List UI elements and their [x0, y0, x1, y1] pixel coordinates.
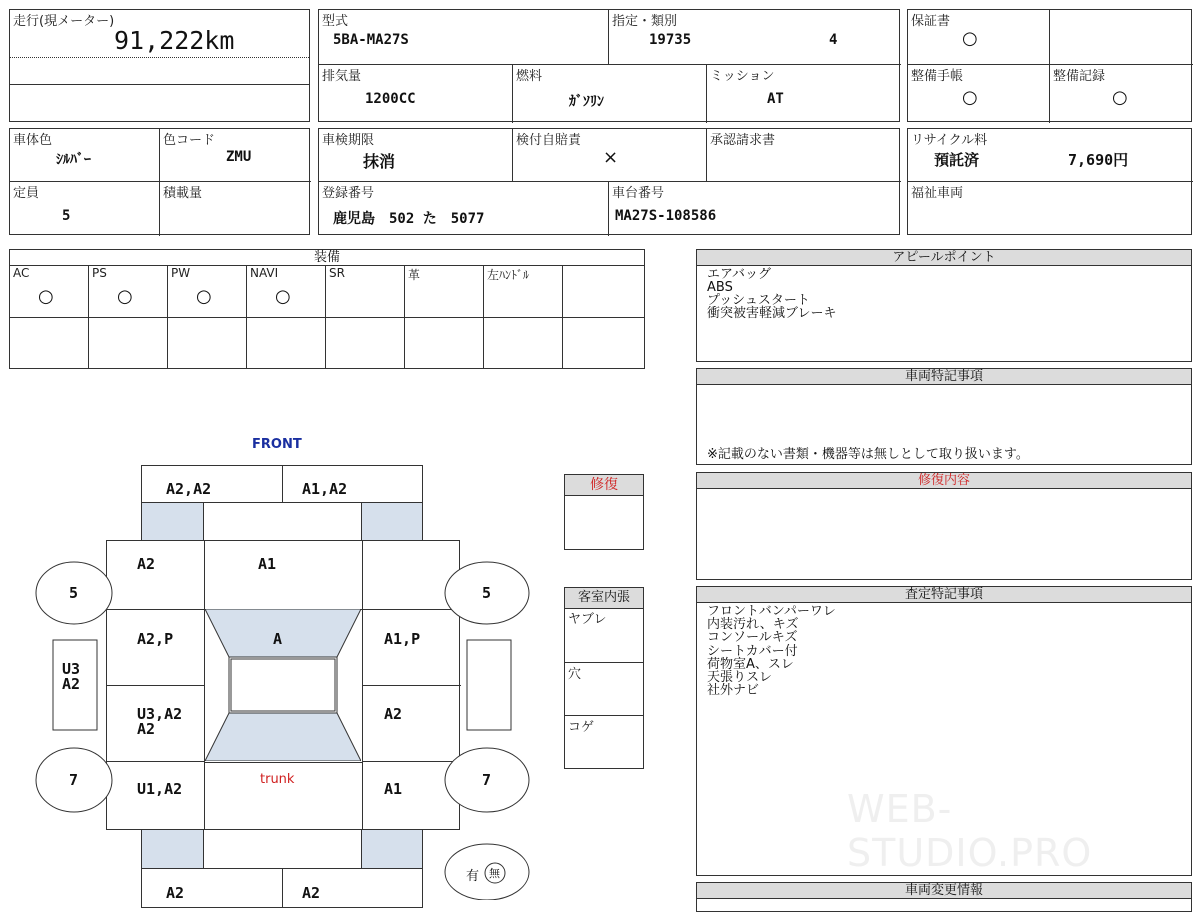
- equipment-blank-cell: [89, 318, 168, 368]
- equipment-cell: [168, 266, 247, 318]
- roof-grade: A: [273, 630, 283, 648]
- equipment-blank-cell: [10, 318, 89, 368]
- color-cell: [10, 129, 160, 182]
- spare-oval: [445, 844, 529, 900]
- equipment-blank-cell: [484, 318, 563, 368]
- equipment-blank-cell: [168, 318, 247, 368]
- special-title: 車両特記事項: [697, 369, 1191, 385]
- color-code-label: 色コード: [163, 133, 216, 148]
- assessment-lines: フロントバンパーワレ 内装汚れ、キズ コンソールキズ シートカバー付 荷物室A、スレ 天張りスレ 社外ナビ: [707, 604, 836, 699]
- recycle-amount: 7,690円: [1068, 151, 1129, 169]
- assessment-box: [696, 586, 1192, 876]
- capacity-cell: [10, 182, 160, 236]
- interior-title: 客室内張: [565, 588, 643, 609]
- front-label: FRONT: [252, 437, 302, 452]
- change-info-box: [696, 882, 1192, 912]
- mirror-left-grade-2: A2: [62, 675, 81, 693]
- color-box: [9, 128, 310, 235]
- equipment-extra-cell: [563, 266, 644, 318]
- interior-row-3: [565, 716, 643, 770]
- damage-diagram: [0, 430, 560, 900]
- docs-box: [907, 9, 1192, 122]
- equipment-label: SR: [329, 266, 345, 280]
- capacity-value: 5: [62, 208, 71, 224]
- mirror-right: [467, 640, 511, 730]
- recycle-status: 預託済: [934, 151, 980, 169]
- front-right-grade: A1,A2: [302, 480, 348, 498]
- approval-cell: [707, 129, 901, 182]
- assessment-title: 査定特記事項: [697, 587, 1191, 603]
- inspection-cell: [319, 129, 513, 182]
- warranty-cell: [908, 10, 1050, 65]
- interior-box: [564, 587, 644, 769]
- model-cell: [319, 10, 609, 65]
- capacity-label: 定員: [13, 186, 40, 201]
- door-fl-grade: A2,P: [137, 630, 174, 648]
- equipment-blank-cell: [405, 318, 484, 368]
- equipment-cell: [405, 266, 484, 318]
- equipment-label: PS: [92, 266, 107, 280]
- maint-book-cell: [908, 65, 1050, 123]
- reg-cell: [319, 182, 609, 236]
- quarter-right-grade: A1: [384, 780, 403, 798]
- front-left-grade: A2,A2: [166, 480, 212, 498]
- equipment-value: ○: [117, 286, 133, 307]
- equipment-cell: [10, 266, 89, 318]
- appeal-title: アピールポイント: [697, 250, 1191, 266]
- displacement-cell: [319, 65, 513, 123]
- chassis-label: 車台番号: [612, 186, 665, 201]
- designation-label: 指定・類別: [612, 14, 678, 29]
- fuel-value: ｶﾞｿﾘﾝ: [569, 94, 604, 110]
- displacement-value: 1200CC: [365, 91, 416, 107]
- recycle-label: リサイクル料: [911, 133, 988, 148]
- equipment-value: ○: [196, 286, 212, 307]
- rear-left-grade: A2: [166, 884, 185, 902]
- door-rl-grade-2: A2: [137, 720, 156, 738]
- color-value: ｼﾙﾊﾞｰ: [56, 152, 91, 168]
- hood-grade: A1: [258, 555, 277, 573]
- interior-row-3-label: コゲ: [568, 720, 595, 735]
- tire-rl-grade: 7: [69, 771, 79, 789]
- inspection-label: 車検期限: [322, 133, 375, 148]
- maint-record-cell: [1050, 65, 1193, 123]
- insurance-value: ×: [603, 147, 619, 168]
- appeal-lines: エアバッグ ABS プッシュスタート 衝突被害軽減ブレーキ: [707, 267, 837, 321]
- reg-label: 登録番号: [322, 186, 375, 201]
- equipment-label: 左ﾊﾝﾄﾞﾙ: [487, 268, 530, 282]
- interior-row-2: [565, 663, 643, 716]
- spare-no-label: 無: [489, 867, 500, 880]
- maint-book-value: ○: [962, 87, 978, 108]
- appeal-box: [696, 249, 1192, 362]
- equipment-cell: [247, 266, 326, 318]
- mileage-label: 走行(現メーター): [13, 14, 115, 29]
- fuel-label: 燃料: [516, 69, 543, 84]
- mileage-box: [9, 9, 310, 122]
- special-note: ※記載のない書類・機器等は無しとして取り扱います。: [707, 447, 1029, 462]
- equipment-value: ○: [275, 286, 291, 307]
- equipment-label: PW: [171, 266, 191, 280]
- maint-record-value: ○: [1112, 87, 1128, 108]
- recycle-cell: [908, 129, 1193, 182]
- repair-box: [564, 474, 644, 550]
- maint-record-label: 整備記録: [1053, 69, 1106, 84]
- welfare-cell: [908, 182, 1193, 236]
- fender-left-grade: A2: [137, 555, 156, 573]
- repair-detail-title: 修復内容: [697, 473, 1191, 489]
- load-cell: [160, 182, 311, 236]
- quarter-left-grade: U1,A2: [137, 780, 183, 798]
- recycle-box: [907, 128, 1192, 235]
- equipment-table: [9, 249, 645, 369]
- change-info-title: 車両変更情報: [697, 883, 1191, 899]
- color-label: 車体色: [13, 133, 53, 148]
- equipment-label: NAVI: [250, 266, 279, 280]
- tire-fl-grade: 5: [69, 584, 79, 602]
- tires: [0, 430, 560, 900]
- registration-box: [318, 128, 900, 235]
- equipment-blank-cell: [326, 318, 405, 368]
- door-rr-grade: A2: [384, 705, 403, 723]
- door-rl-grade-1: U3,A2: [137, 705, 183, 723]
- model-label: 型式: [322, 14, 349, 29]
- mileage-divider-2: [10, 84, 309, 85]
- fuel-cell: [513, 65, 707, 123]
- chassis-value: MA27S-108586: [615, 208, 717, 224]
- blank-doc-cell: [1050, 10, 1193, 65]
- mission-label: ミッション: [710, 69, 775, 84]
- equipment-title: 装備: [10, 250, 644, 266]
- displacement-label: 排気量: [322, 69, 362, 84]
- chassis-cell: [609, 182, 901, 236]
- equipment-label: 革: [408, 268, 421, 282]
- warranty-value: ○: [962, 28, 978, 49]
- equipment-cell: [89, 266, 168, 318]
- designation-cell: [609, 10, 901, 65]
- insurance-label: 検付自賠責: [516, 133, 582, 148]
- designation-value: 19735: [649, 32, 692, 48]
- spare-yes-label: 有: [466, 869, 480, 884]
- equipment-label: AC: [13, 266, 30, 280]
- equipment-cell: [484, 266, 563, 318]
- rear-right-grade: A2: [302, 884, 321, 902]
- special-box: [696, 368, 1192, 465]
- welfare-label: 福祉車両: [911, 186, 964, 201]
- spec-box: [318, 9, 900, 122]
- maint-book-label: 整備手帳: [911, 69, 964, 84]
- mission-cell: [707, 65, 901, 123]
- interior-row-1-label: ヤブレ: [568, 612, 607, 627]
- mission-value: AT: [767, 91, 784, 107]
- tire-fr-grade: 5: [482, 584, 492, 602]
- tire-rr-grade: 7: [482, 771, 492, 789]
- color-code-value: ZMU: [226, 149, 252, 165]
- mileage-divider-1: [10, 57, 309, 58]
- reg-value: 鹿児島 502 た 5077: [333, 211, 485, 227]
- approval-label: 承認請求書: [710, 133, 776, 148]
- warranty-label: 保証書: [911, 14, 951, 29]
- watermark: WEB-STUDIO.PRO: [847, 787, 1093, 875]
- model-value: 5BA-MA27S: [333, 32, 409, 48]
- color-code-cell: [160, 129, 311, 182]
- mirror-left-grade-1: U3: [62, 660, 81, 678]
- repair-title: 修復: [565, 475, 643, 496]
- interior-row-2-label: 穴: [568, 667, 582, 682]
- interior-row-1: [565, 608, 643, 663]
- door-fr-grade: A1,P: [384, 630, 421, 648]
- mileage-value: 91,222km: [114, 26, 235, 55]
- equipment-value: ○: [38, 286, 54, 307]
- class-value: 4: [829, 32, 838, 48]
- equipment-cell: [326, 266, 405, 318]
- insurance-cell: [513, 129, 707, 182]
- trunk-label: trunk: [260, 772, 295, 787]
- equipment-blank-cell: [247, 318, 326, 368]
- inspection-value: 抹消: [363, 152, 396, 171]
- load-label: 積載量: [163, 186, 203, 201]
- repair-detail-box: [696, 472, 1192, 580]
